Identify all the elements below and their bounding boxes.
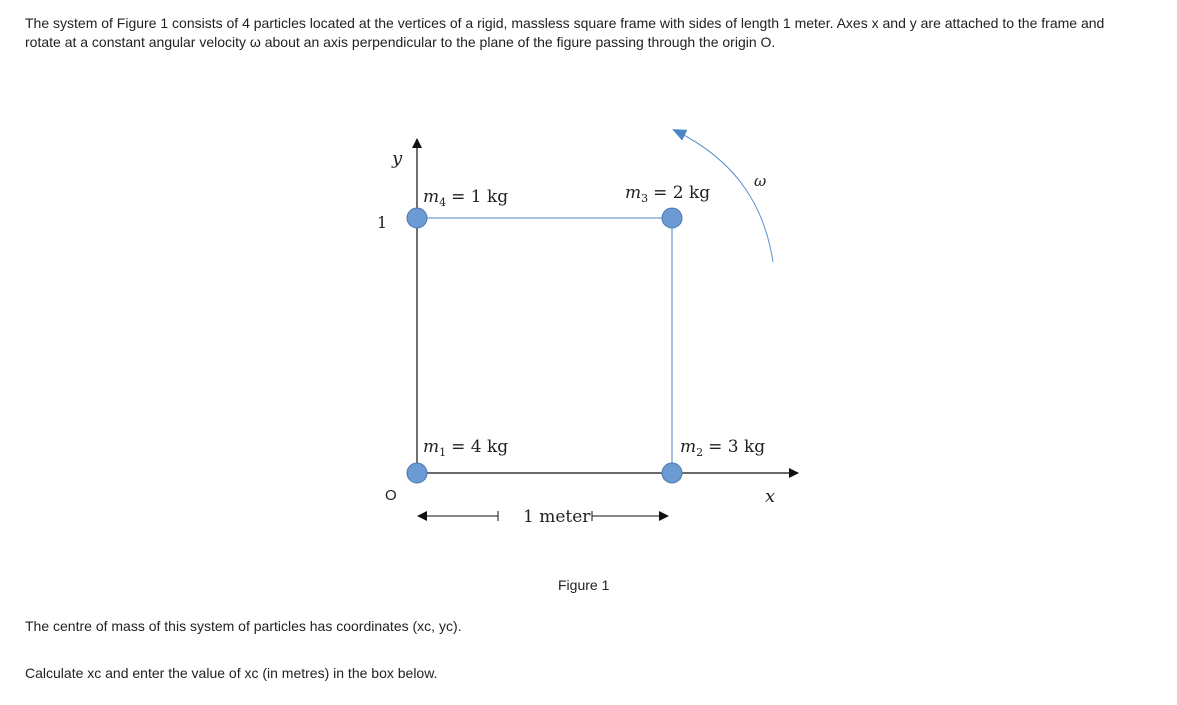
origin-label: O: [385, 487, 397, 504]
x-axis-label: x: [765, 486, 776, 507]
mass-label-m3: $m_3 = 2$ kg: [625, 183, 711, 205]
problem-intro: The system of Figure 1 consists of 4 particles located at the vertices of a rigid, massless square frame with sides of length 1 meter. Axes x and y are attached to the frame and rotate at a constant angular velocity ω about an axis perpendicular to the plane of the figure passing through the origin O.: [25, 15, 1105, 50]
length-label: 1 meter: [523, 507, 591, 527]
question-text-2: Calculate xc and enter the value of xc (in metres) in the box below.: [25, 665, 438, 681]
question-text-1: The centre of mass of this system of particles has coordinates (xc, yc).: [25, 618, 462, 634]
y-axis-label: y: [392, 148, 403, 169]
particle-m1: [407, 463, 427, 483]
particle-m2: [662, 463, 682, 483]
figure-caption: Figure 1: [558, 577, 610, 593]
mass-label-m4: $m_4 = 1$ kg: [423, 187, 509, 209]
particle-m3: [662, 208, 682, 228]
omega-label: ω: [754, 172, 767, 190]
particle-m4: [407, 208, 427, 228]
y-tick-label: 1: [377, 213, 388, 232]
mass-label-m2: $m_2 = 3$ kg: [680, 437, 766, 459]
mass-label-m1: $m_1 = 4$ kg: [423, 437, 509, 459]
